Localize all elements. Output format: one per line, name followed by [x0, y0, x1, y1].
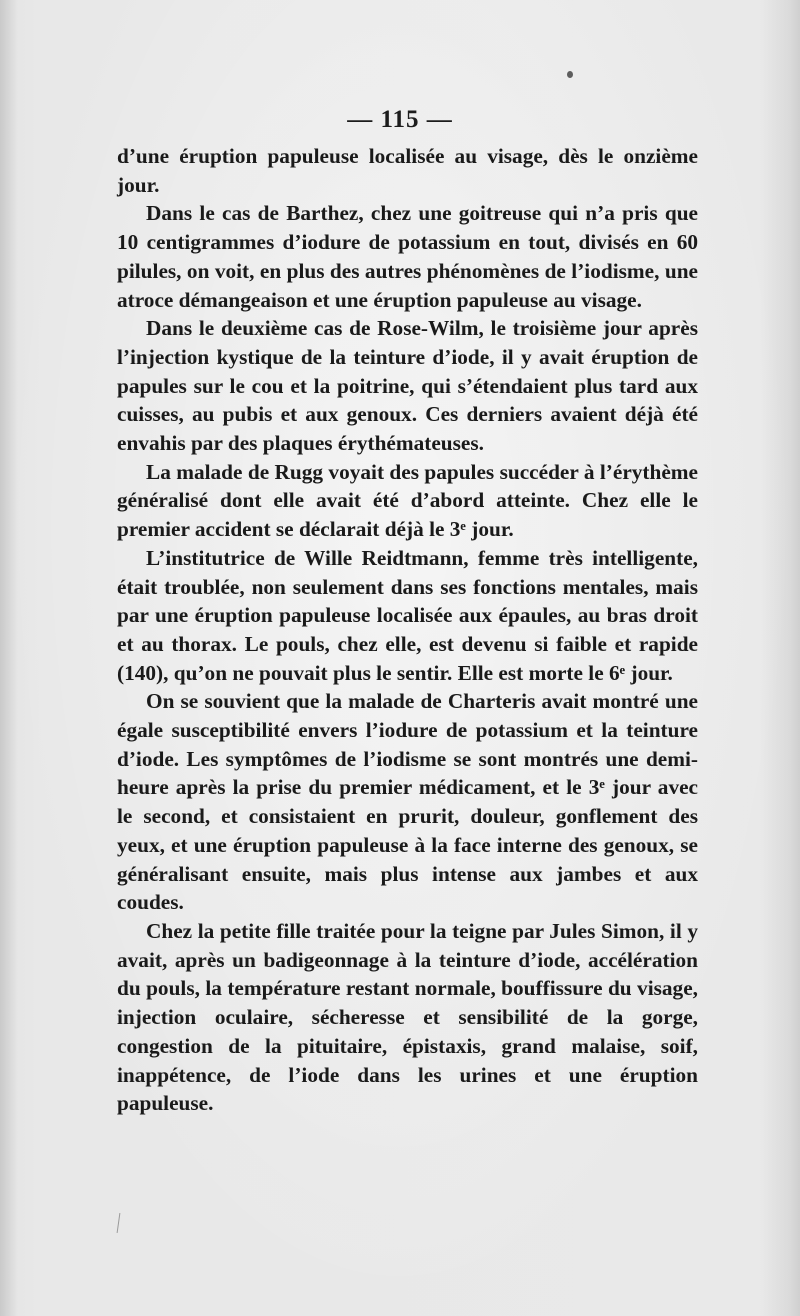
ink-speck — [567, 71, 573, 78]
paragraph-rugg: La malade de Rugg voyait des papules succéder à l’érythème généralisé dont elle avait été d’abord atteinte. Chez elle le premier accident se déclarait déjà le 3ᵉ jour. — [117, 459, 698, 542]
body-text — [117, 142, 698, 1118]
paragraph-continuation: d’une éruption papuleuse localisée au visage, dès le onzième jour. — [117, 144, 698, 197]
paragraph-barthez: Dans le cas de Barthez, chez une goitreuse qui n’a pris que 10 centigrammes d’iodure de potassium en tout, divisés en 60 pilules, on voit, en plus des autres phénomènes de l’iodisme, une atroce démangeaison et une éruption papuleuse au visage. — [117, 201, 698, 312]
paragraph-rose-wilm: Dans le deuxième cas de Rose-Wilm, le troisième jour après l’injection kystique de la teinture d’iode, il y avait éruption de papules sur le cou et la poitrine, qui s’étendaient plus tard aux cuisses, au pubis et aux genoux. Ces derniers avaient déjà été envahis par des plaques érythémateuses. — [117, 316, 698, 456]
page-number: — 115 — — [347, 106, 453, 133]
stray-mark — [117, 1213, 121, 1233]
paragraph-jules-simon: Chez la petite fille traitée pour la teigne par Jules Simon, il y avait, après un badigeonnage à la teinture d’iode, accélération du pouls, la température restant normale, bouffissure du visage, injection oculaire, sécheresse et sensibilité de la gorge, congestion de la pituitaire, épistaxis, grand malaise, soif, inappétence, de l’iode dans les urines et une éruption papuleuse. — [117, 918, 698, 1116]
paragraph-charteris: On se souvient que la malade de Charteris avait montré une égale susceptibilité envers l’iodure de potassium et la teinture d’iode. Les symptômes de l’iodisme se sont montrés une demi-heure après la prise du premier médicament, et le 3ᵉ jour avec le second, et consistaient en prurit, douleur, gonflement des yeux, et une éruption papuleuse à la face interne des genoux, se généralisant ensuite, mais plus intense aux jambes et aux coudes. — [117, 689, 698, 915]
paragraph-wille-reidtmann: L’institutrice de Wille Reidtmann, femme très intelligente, était troublée, non seulement dans ses fonctions mentales, mais par une éruption papuleuse localisée aux épaules, au bras droit et au thorax. Le pouls, chez elle, est devenu si faible et rapide (140), qu’on ne pouvait plus le sentir. Elle est morte le 6ᵉ jour. — [117, 545, 698, 685]
